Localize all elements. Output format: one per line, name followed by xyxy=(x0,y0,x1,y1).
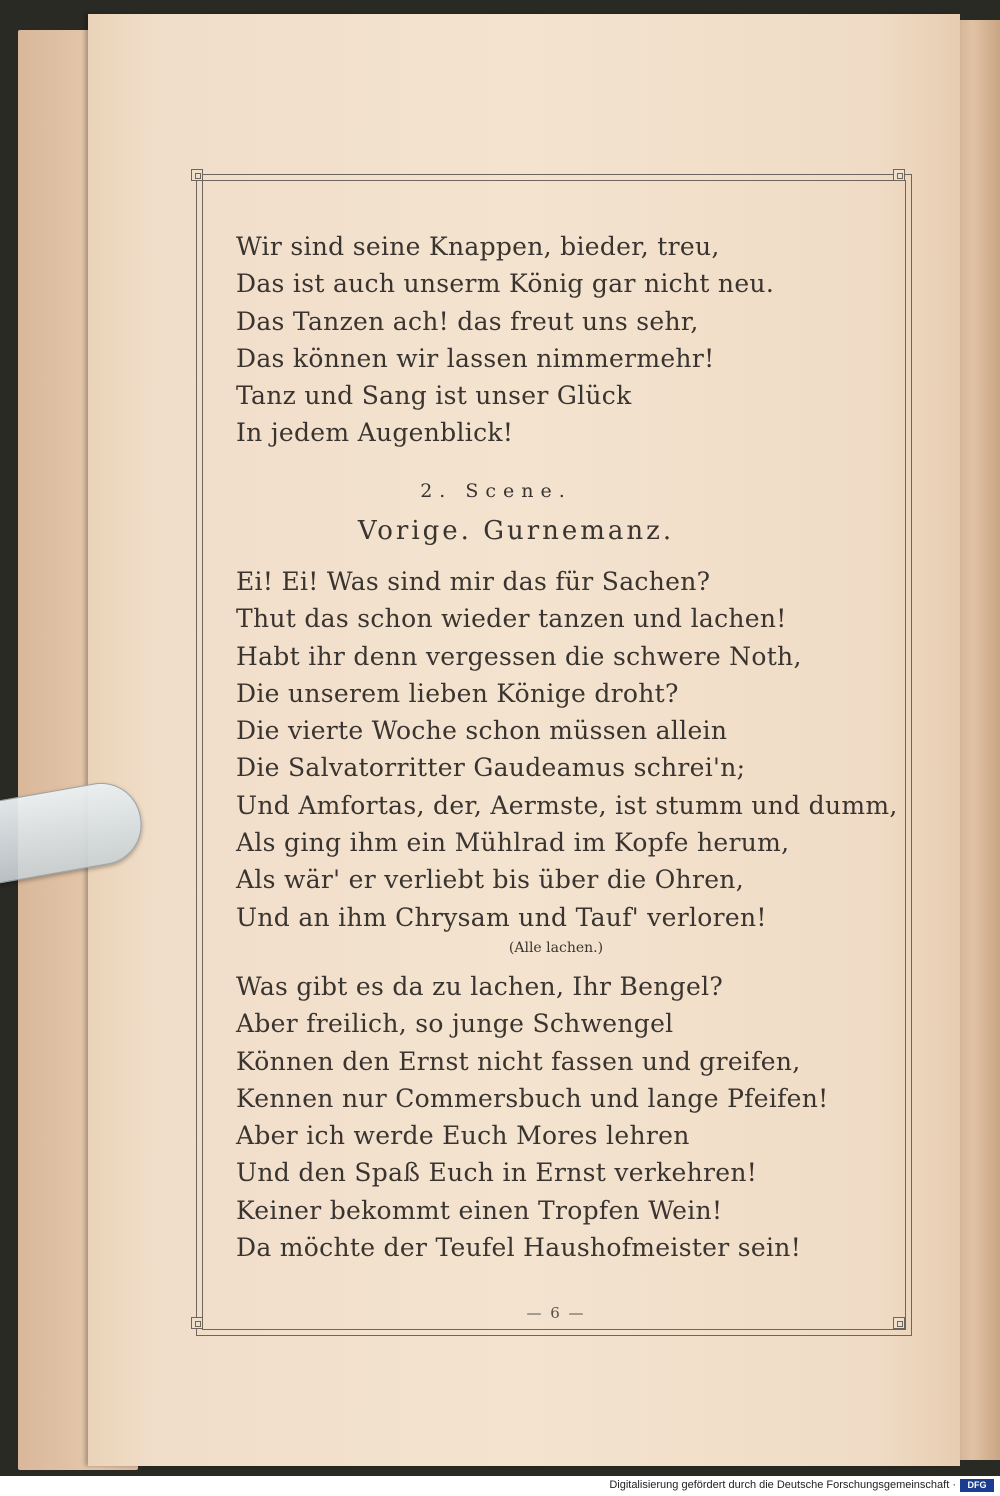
verse-line: Und den Spaß Euch in Ernst verkehren! xyxy=(236,1158,758,1188)
verse-line: Habt ihr denn vergessen die schwere Noth, xyxy=(236,641,802,671)
verse-line: Da möchte der Teufel Haushofmeister sein! xyxy=(236,1233,802,1263)
verse-line: Wir sind seine Knappen, bieder, treu, xyxy=(236,232,720,261)
verse-line: In jedem Augenblick! xyxy=(236,418,514,448)
verse-line: Ei! Ei! Was sind mir das für Sachen? xyxy=(236,567,711,596)
verse-line: Thut das schon wieder tanzen und lachen! xyxy=(236,604,787,634)
verse-line: Und an ihm Chrysam und Tauf' verloren! xyxy=(236,902,767,932)
verse-line: Keiner bekommt einen Tropfen Wein! xyxy=(236,1195,723,1225)
stanza-2 xyxy=(236,563,898,936)
digitization-credit: Digitalisierung gefördert durch die Deutsche Forschungsgemeinschaft · xyxy=(609,1479,956,1491)
verse-line: Die vierte Woche schon müssen allein xyxy=(236,716,728,746)
stanza-1 xyxy=(236,228,876,452)
verse-line: Was gibt es da zu lachen, Ihr Bengel? xyxy=(236,972,724,1001)
border-corner-ornament xyxy=(191,1317,203,1329)
verse-line: Das ist auch unserm König gar nicht neu. xyxy=(236,269,775,299)
page-edge-stack xyxy=(955,20,1000,1460)
page-number: — 6 — xyxy=(526,1304,586,1322)
verse-line: Aber ich werde Euch Mores lehren xyxy=(236,1121,690,1151)
border-corner-ornament xyxy=(893,169,905,181)
verse-line: Kennen nur Commersbuch und lange Pfeifen! xyxy=(236,1083,829,1113)
verse-line: Die unserem lieben Könige droht? xyxy=(236,678,679,708)
verse-line: Können den Ernst nicht fassen und greifen, xyxy=(236,1046,801,1076)
verse-line: Und Amfortas, der, Aermste, ist stumm und dumm, xyxy=(236,790,898,820)
footer-bar xyxy=(0,1476,1000,1496)
verse-line: Die Salvatorritter Gaudeamus schrei'n; xyxy=(236,753,746,783)
verse-line: Das können wir lassen nimmermehr! xyxy=(236,343,715,373)
verse-line: Als wär' er verliebt bis über die Ohren, xyxy=(236,865,744,895)
stage-direction: (Alle lachen.) xyxy=(508,940,604,956)
verse-line: Das Tanzen ach! das freut uns sehr, xyxy=(236,306,699,336)
border-corner-ornament xyxy=(893,1317,905,1329)
verse-line: Als ging ihm ein Mühlrad im Kopfe herum, xyxy=(236,828,790,858)
dfg-logo: DFG xyxy=(960,1479,994,1492)
verse-line: Aber freilich, so junge Schwengel xyxy=(236,1009,674,1039)
scene-characters: Vorige. Gurnemanz. xyxy=(357,516,675,546)
stanza-3 xyxy=(236,968,876,1266)
verse-line: Tanz und Sang ist unser Glück xyxy=(236,381,632,411)
border-corner-ornament xyxy=(191,169,203,181)
scene-heading: 2. Scene. xyxy=(420,480,572,502)
